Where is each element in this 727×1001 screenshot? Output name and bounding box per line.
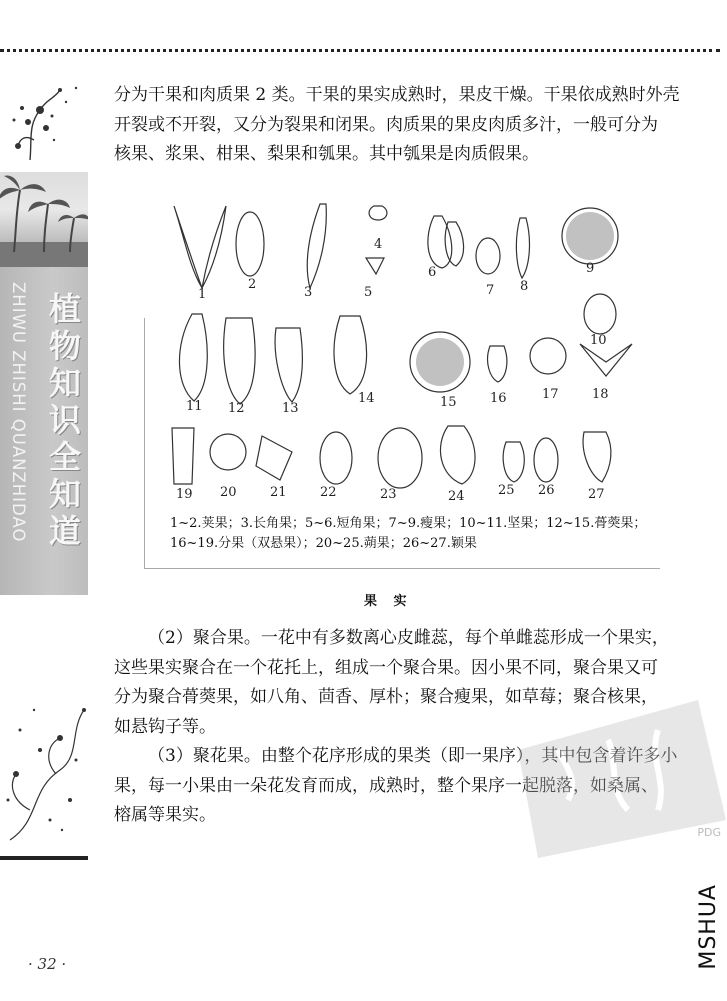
figure-number: 11 [186,399,203,414]
text-line: （3）聚花果。由整个花序形成的果类（即一果序），其中包含着许多小 [148,746,678,766]
figure-number: 26 [538,483,555,498]
paragraph-intro [114,81,694,170]
flower-decoration-icon [0,80,90,170]
figure-number: 27 [588,487,605,502]
figure-number: 8 [520,279,529,294]
figure-number: 19 [176,487,193,502]
figure-number: 20 [220,485,237,500]
figure-number: 4 [374,237,383,252]
figure-number: 12 [228,401,245,416]
figure-number: 21 [270,485,287,500]
figure-number: 15 [440,395,457,410]
figure-number: 13 [282,401,299,416]
vine-decoration-icon [0,690,90,850]
figure-number: 2 [248,277,257,292]
text-line: （2）聚合果。一花中有多数离心皮雌蕊，每个单雌蕊形成一个果实， [148,628,669,648]
fruit-illustrations [144,196,664,506]
page-number: · 32 · [28,955,67,973]
figure-number: 10 [590,333,607,348]
figure-number: 9 [586,261,595,276]
text-line: 开裂或不开裂，又分为裂果和闭果。肉质果的果皮肉质多汁，一般可分为 [114,114,658,135]
text-line: 分为干果和肉质果 2 类。干果的果实成熟时，果皮干燥。干果依成熟时外壳 [114,85,680,105]
caption-line: 1~2.荚果；3.长角果；5~6.短角果；7~9.瘦果；10~11.坚果；12~15.蓇葖果； [170,516,647,531]
figure-number: 1 [198,287,207,302]
seal-watermark-icon [498,690,727,860]
text-line: 核果、浆果、柑果、梨果和瓠果。其中瓠果是肉质假果。 [114,144,539,164]
top-dotted-rule [0,49,720,52]
watermark-label: PDG [697,826,721,839]
caption-line: 16~19.分果（双悬果）；20~25.蒴果；26~27.颖果 [170,536,477,551]
text-line: 如悬钩子等。 [114,716,216,737]
figure-number: 6 [428,265,437,280]
figure-number: 5 [364,285,373,300]
book-title: 植物知识全知道 [44,292,82,551]
figure-number: 23 [380,487,397,502]
text-line: 榕属等果实。 [114,805,216,825]
text-line: 果，每一小果由一朵花发育而成，成熟时，整个果序一起脱落，如桑属、 [114,775,658,796]
figure-number: 17 [542,387,559,402]
figure-number: 3 [304,285,313,300]
text-line: 这些果实聚合在一个花托上，组成一个聚合果。因小果不同，聚合果又可 [114,657,658,678]
figure-number: 22 [320,485,337,500]
figure-title: 果 实 [364,594,413,609]
figure-caption [170,514,690,554]
palm-tree-photo [0,172,88,267]
figure-number: 25 [498,483,515,498]
figure-number: 14 [358,391,375,406]
figure-number: 24 [448,489,465,504]
figure-number: 18 [592,387,609,402]
edge-text: MSHUA [696,884,721,970]
figure-number: 16 [490,391,507,406]
figure-number: 7 [486,283,495,298]
sidebar-pinyin: ZHIWU ZHISHI QUANZHIDAO [9,282,28,543]
sidebar-bottom-rule [0,856,88,860]
text-line: 分为聚合蓇葖果，如八角、茴香、厚朴；聚合瘦果，如草莓；聚合核果， [114,687,658,707]
